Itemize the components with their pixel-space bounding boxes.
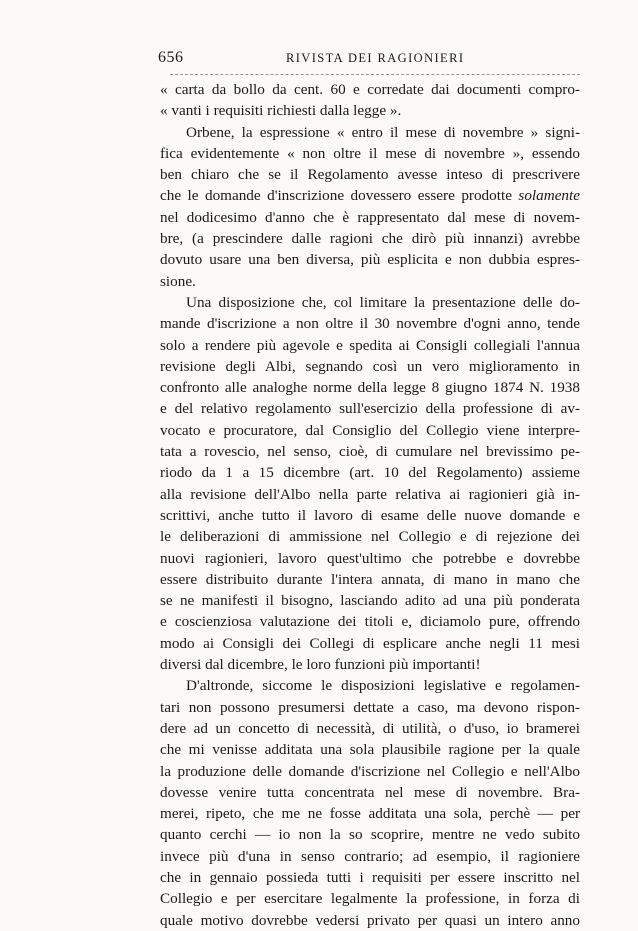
text-line: bre, (a prescindere dalle ragioni che dirò più innanzi) avrebbe bbox=[160, 230, 580, 248]
text-line: Una disposizione che, col limitare la presentazione delle do- bbox=[186, 293, 580, 311]
page-number: 656 bbox=[158, 49, 184, 66]
text-line: che le domande d'inscrizione dovessero essere prodotte solamente bbox=[160, 187, 580, 205]
text-line: la produzione delle domande d'iscrizione nel Collegio e nell'Albo bbox=[160, 762, 580, 780]
text-line: confronto alle analoghe norme della legge 8 giugno 1874 N. 1938 bbox=[160, 379, 580, 397]
text-line: quale motivo dovrebbe vedersi privato per quasi un intero anno bbox=[160, 911, 580, 929]
page-header bbox=[158, 49, 580, 71]
paragraph-4 bbox=[160, 675, 580, 931]
text-line: D'altronde, siccome le disposizioni legislative e regolamen- bbox=[186, 677, 580, 695]
text-line: mande d'iscrizione a non oltre il 30 novembre d'ogni anno, tende bbox=[160, 315, 580, 333]
text-line: dovuto usare una ben diversa, più esplicita e non dubbia espres- bbox=[160, 251, 580, 269]
text-line: se ne manifesti il bisogno, lasciando adito ad una più ponderata bbox=[160, 592, 580, 610]
body-text bbox=[160, 79, 580, 931]
text-line: essere distribuito durante l'intera annata, di mano in mano che bbox=[160, 570, 580, 588]
text-line: merei, ripeto, che me ne fosse additata una sola, perchè — per bbox=[160, 805, 580, 823]
text-line: nel dodicesimo d'anno che è rappresentato dal mese di novem- bbox=[160, 208, 580, 226]
text-line: e coscienziosa valutazione dei titoli e, diciamolo pure, offrendo bbox=[160, 613, 580, 631]
paragraph-3 bbox=[160, 292, 580, 675]
text-line: dovesse venire tutta concentrata nel mese di novembre. Bra- bbox=[160, 783, 580, 801]
text-line: « carta da bollo da cent. 60 e corredate dai documenti compro- bbox=[160, 81, 580, 98]
text-line: scrittivi, anche tutto il lavoro di esame delle nuove domande e bbox=[160, 506, 580, 524]
text-line: vocato e procuratore, dal Consiglio del Collegio viene interpre- bbox=[160, 421, 580, 439]
text-line: dere ad un concetto di necessità, di utilità, o d'uso, io bramerei bbox=[160, 719, 580, 737]
text-line: « vanti i requisiti richiesti dalla legge ». bbox=[160, 102, 402, 120]
header-rule bbox=[170, 74, 580, 75]
text-line: che mi venisse additata una sola plausibile ragione per la quale bbox=[160, 741, 580, 759]
text-line: tata a rovescio, nel senso, cioè, di cumulare nel brevissimo pe- bbox=[160, 443, 580, 461]
text-line: solo a rendere più agevole e spedita ai Consigli collegiali l'annua bbox=[160, 336, 580, 354]
text-line: e del relativo regolamento sull'esercizio della professione di av- bbox=[160, 400, 580, 418]
text-line: le deliberazioni di ammissione nel Collegio e di rejezione dei bbox=[160, 528, 580, 546]
text-line: revisione degli Albi, segnando così un vero miglioramento in bbox=[160, 357, 580, 375]
text-line: fica evidentemente « non oltre il mese di novembre », essendo bbox=[160, 144, 580, 162]
text-line: riodo da 1 a 15 dicembre (art. 10 del Regolamento) assieme bbox=[160, 464, 580, 482]
text-line: modo ai Consigli dei Collegi di esplicare anche negli 11 mesi bbox=[160, 634, 580, 652]
text-line: Collegio e per esercitare legalmente la professione, in forza di bbox=[160, 890, 580, 908]
text-line: diversi dal dicembre, le loro funzioni più importanti! bbox=[160, 656, 481, 674]
text-line: Orbene, la espressione « entro il mese di novembre » signi- bbox=[186, 123, 580, 141]
paragraph-1 bbox=[160, 79, 580, 122]
text-line: alla revisione dell'Albo nella parte relativa ai ragionieri già in- bbox=[160, 485, 580, 503]
text-line: ben chiaro che se il Regolamento avesse inteso di prescrivere bbox=[160, 166, 580, 184]
text-line: tari non possono presumersi dettate a caso, ma devono rispon- bbox=[160, 698, 580, 716]
text-line: invece più d'una in senso contrario; ad esempio, il ragioniere bbox=[160, 847, 580, 865]
running-title: RIVISTA DEI RAGIONIERI bbox=[286, 51, 465, 65]
text-line: sione. bbox=[160, 272, 196, 290]
text-line: nuovi ragionieri, lavoro quest'ultimo che potrebbe e dovrebbe bbox=[160, 549, 580, 567]
emphasized-word: solamente bbox=[518, 187, 580, 205]
text-line: quanto cerchi — io non la so scoprire, mentre ne vedo subito bbox=[160, 826, 580, 844]
paragraph-2 bbox=[160, 122, 580, 292]
text-line: che in gennaio possieda tutti i requisiti per essere inscritto nel bbox=[160, 868, 580, 886]
